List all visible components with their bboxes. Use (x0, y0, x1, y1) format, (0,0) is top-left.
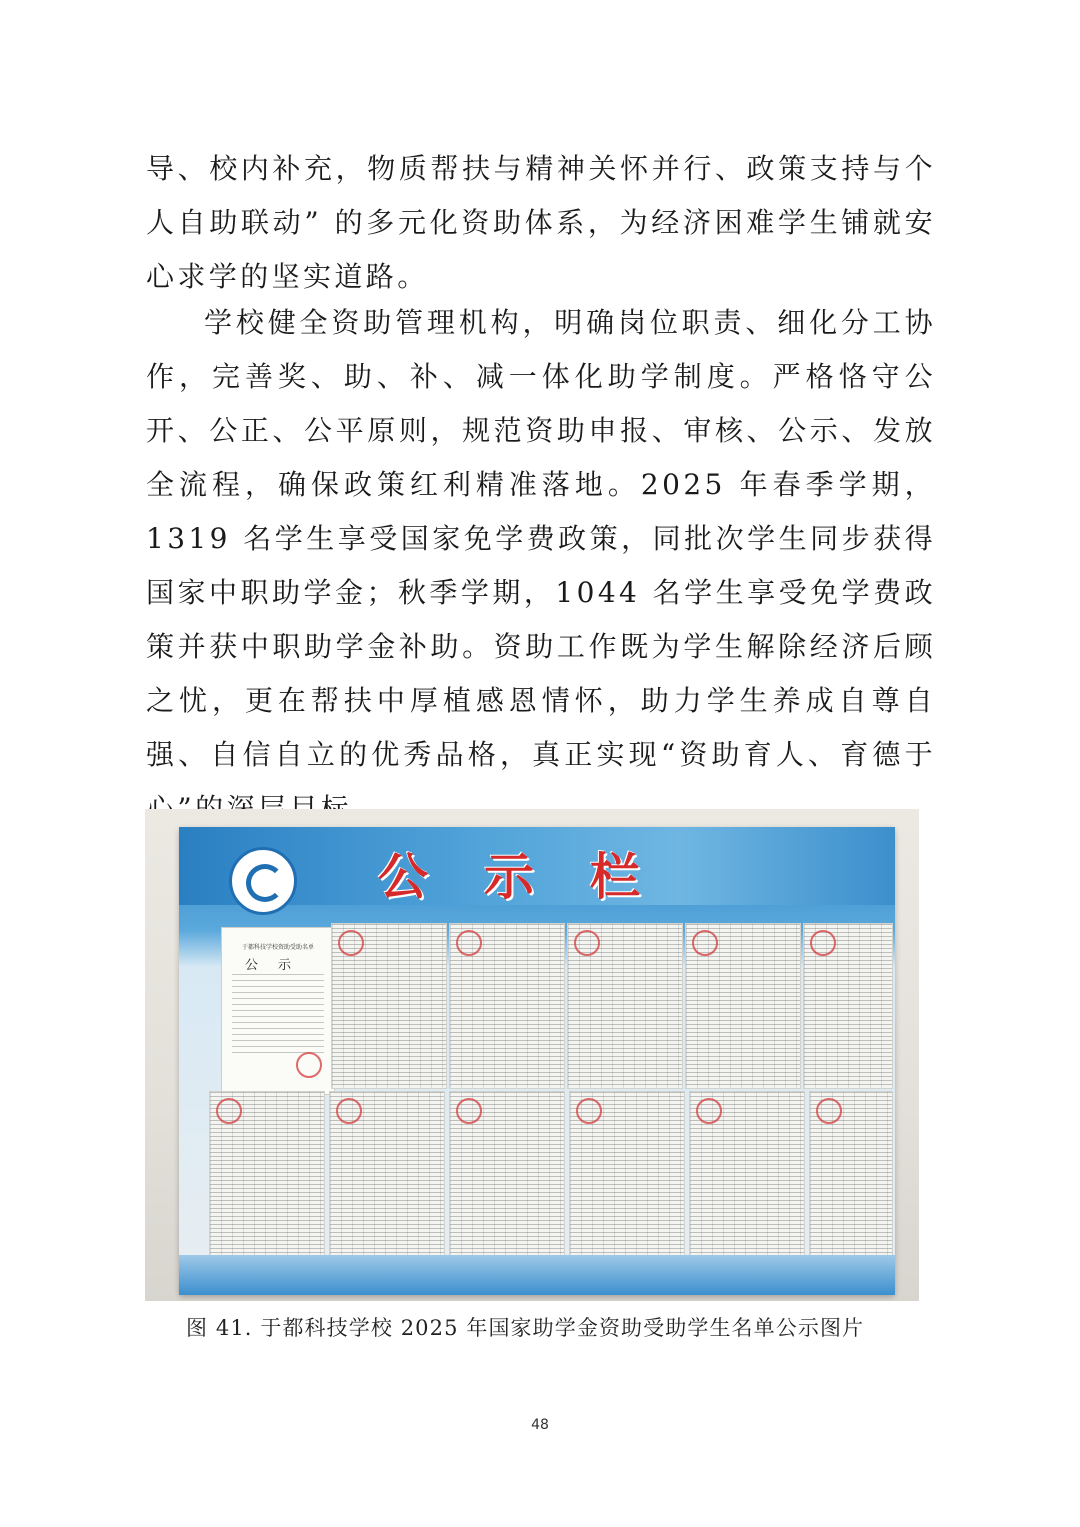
red-seal-icon (696, 1098, 722, 1124)
list-sheet (567, 923, 683, 1089)
page-number: 48 (531, 1417, 549, 1433)
list-sheet (329, 1091, 445, 1257)
paragraph-funding-policy: 学校健全资助管理机构，明确岗位职责、细化分工协作，完善奖、助、补、减一体化助学制度。严格恪守公开、公正、公平原则，规范资助申报、审核、公示、发放全流程，确保政策红利精准落地。2025 年春季学期，1319 名学生享受国家免学费政策，同批次学生同步获得国家中职助学金；秋季学期，1044 名学生享受免学费政策并获中职助学金补助。资助工作既为学生解除经济后顾之忧，更在帮扶中厚植感恩情怀，助力学生养成自尊自强、自信自立的优秀品格，真正实现“资助育人、育德于 (146, 306, 936, 771)
public-notice-sheet (221, 927, 335, 1095)
red-seal-icon (692, 930, 718, 956)
list-sheet (449, 923, 565, 1089)
red-seal-icon (576, 1098, 602, 1124)
notice-body-lines (232, 974, 324, 1054)
red-seal-icon (216, 1098, 242, 1124)
red-seal-icon (810, 930, 836, 956)
list-sheet (449, 1091, 565, 1257)
red-seal-icon (456, 930, 482, 956)
red-seal-icon (456, 1098, 482, 1124)
list-sheet (809, 1091, 893, 1257)
notice-heading: 公示 (244, 958, 311, 973)
red-seal-icon (336, 1098, 362, 1124)
list-sheet (689, 1091, 805, 1257)
list-sheet (803, 923, 893, 1089)
list-sheet (685, 923, 801, 1089)
board-title: 公示栏 (378, 847, 696, 906)
figure-caption: 图 41. 于都科技学校 2025 年国家助学金资助受助学生名单公示图片 (186, 1316, 865, 1340)
red-seal-icon (296, 1052, 322, 1078)
bulletin-board (179, 827, 895, 1295)
red-seal-icon (574, 930, 600, 956)
notice-subtitle: 于都科技学校资助受助名单 (241, 944, 314, 951)
list-sheet (331, 923, 447, 1089)
board-bottom-strip (179, 1255, 895, 1295)
red-seal-icon (816, 1098, 842, 1124)
red-seal-icon (338, 930, 364, 956)
notice-board-photo (145, 809, 919, 1301)
list-sheet (209, 1091, 325, 1257)
list-sheet (569, 1091, 685, 1257)
paragraph-continued: 导、校内补充，物质帮扶与精神关怀并行、政策支持与个人自助联动” 的多元化资助体系，为经济困难学生铺就安心求学的坚实道路。 (146, 152, 936, 293)
